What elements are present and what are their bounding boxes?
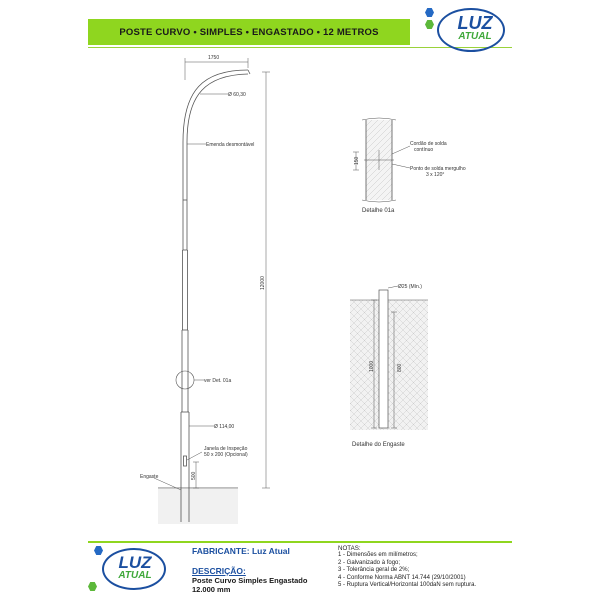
- dim-800-label: 800: [397, 363, 403, 372]
- logo-word-luz: LUZ: [457, 13, 493, 33]
- note-item: 3 - Tolerância geral de 2%;: [338, 567, 410, 574]
- hex-decoration: [425, 8, 434, 17]
- logo-word-atual: ATUAL: [458, 31, 492, 42]
- janela-label-1: Janela de Inspeção: [204, 446, 248, 452]
- hex-decoration: [88, 582, 97, 591]
- detail-01a: [353, 118, 410, 202]
- dim-500-label: 500: [191, 471, 197, 480]
- notes-block: [338, 545, 476, 589]
- cordao-label-2: contínuo: [414, 147, 434, 153]
- detail-engaste: [350, 286, 428, 430]
- ground-line: [158, 488, 238, 524]
- detail-ref-label: ver Det. 01a: [204, 378, 232, 384]
- note-item: 4 - Conforme Norma ABNT 14.744 (29/10/2001): [338, 574, 466, 581]
- descricao-text: [192, 576, 307, 594]
- notes-title: NOTAS:: [338, 545, 361, 552]
- fabricante-label: FABRICANTE: Luz Atual: [192, 546, 290, 556]
- arm-length-label: 1750: [208, 55, 220, 61]
- dim-150-label: 150: [354, 156, 360, 165]
- detalhe-engaste-title: Detalhe do Engaste: [352, 442, 405, 448]
- title-bar: [88, 19, 410, 45]
- emenda-label: Emenda desmontável: [206, 142, 255, 148]
- note-item: 1 - Dimensões em milímetros;: [338, 552, 418, 559]
- cordao-label-1: Cordão de solda: [410, 141, 447, 147]
- footer-divider: [88, 541, 512, 543]
- min-diameter-label: Ø25 (Mín.): [398, 284, 422, 290]
- ponto-label-1: Ponto de solda mergulho: [410, 166, 466, 172]
- height-label: 12000: [260, 276, 266, 290]
- base-diameter-label: Ø 114,00: [214, 424, 235, 430]
- hex-decoration: [425, 20, 434, 29]
- descricao-line-1: Poste Curvo Simples Engastado: [192, 576, 308, 585]
- brand-logo-top: [425, 4, 513, 56]
- brand-logo-bottom: [88, 546, 178, 596]
- dim-1000-label: 1000: [369, 360, 375, 372]
- detalhe-01a-title: Detalhe 01a: [362, 208, 395, 214]
- hex-decoration: [94, 546, 103, 555]
- descricao-line-2: 12.000 mm: [192, 585, 231, 594]
- ponto-label-2: 3 x 120°: [426, 172, 445, 178]
- logo-word-atual: ATUAL: [118, 570, 152, 581]
- page-title: POSTE CURVO • SIMPLES • ENGASTADO • 12 METROS: [119, 26, 379, 38]
- detail-circle: [176, 371, 194, 389]
- engaste-label: Engaste: [140, 474, 159, 480]
- descricao-label: DESCRIÇÃO:: [192, 566, 246, 576]
- note-item: 2 - Galvanizado à fogo;: [338, 559, 401, 566]
- top-diameter-label: Ø 60,30: [228, 92, 246, 98]
- technical-drawing: [88, 50, 512, 530]
- logo-word-luz: LUZ: [118, 553, 152, 572]
- dimension-arm: [185, 58, 248, 80]
- janela-label-2: 50 x 200 (Opcional): [204, 452, 248, 458]
- note-item: 5 - Ruptura Vertical/Horizontal 100daN sem ruptura.: [338, 582, 477, 589]
